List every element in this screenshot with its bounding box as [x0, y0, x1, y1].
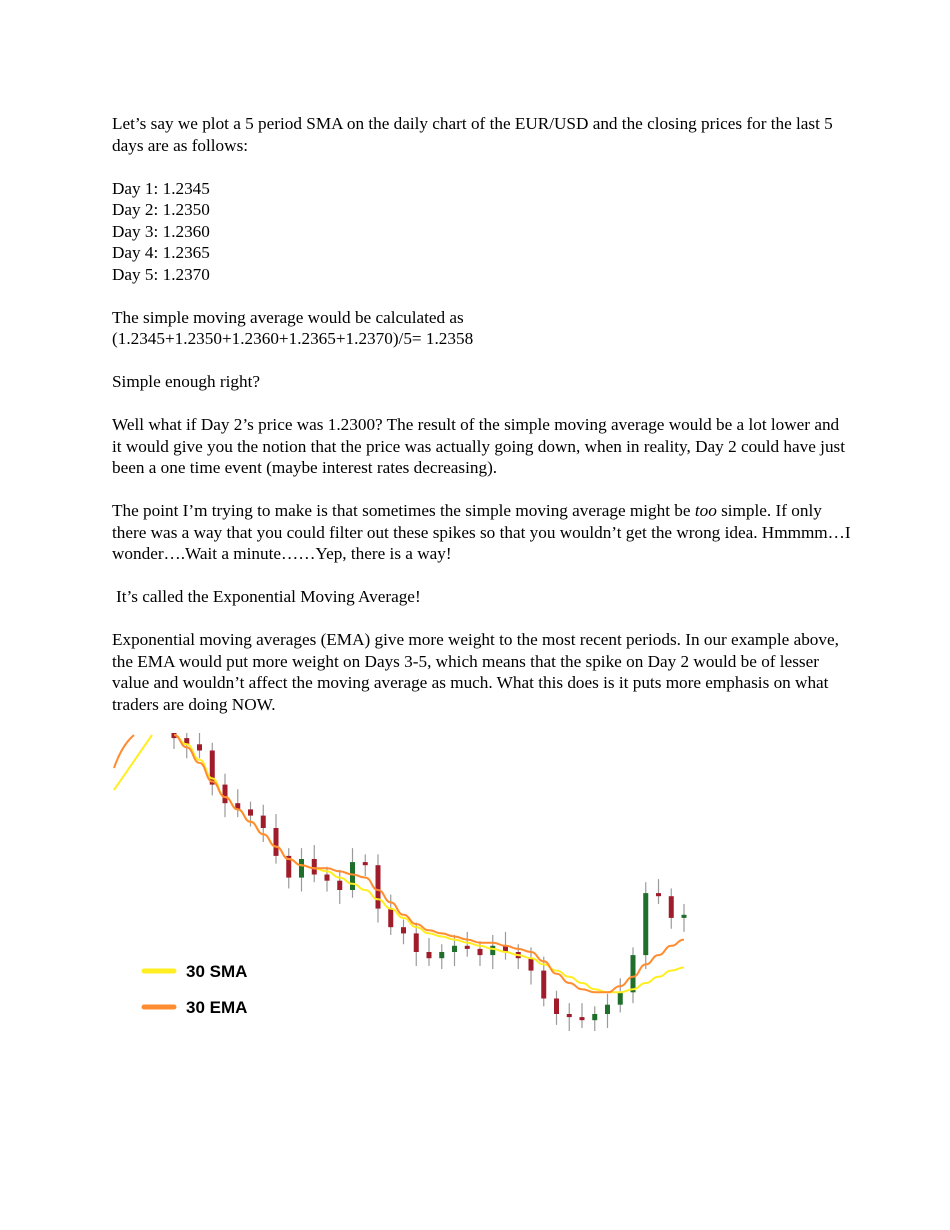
- day-4-price: Day 4: 1.2365: [112, 243, 210, 262]
- point-text-start: The point I’m trying to make is that sometimes the simple moving average might be: [112, 501, 695, 520]
- candle-body: [529, 958, 534, 970]
- candle-body: [490, 946, 495, 955]
- sma-fragment-left: [114, 735, 152, 790]
- candle-body: [388, 909, 393, 928]
- calculation-paragraph: [112, 307, 852, 350]
- candle-body: [541, 971, 546, 999]
- candle-body: [401, 927, 406, 933]
- candle-body: [427, 952, 432, 958]
- candle-body: [478, 949, 483, 955]
- candle-body: [618, 992, 623, 1004]
- legend-ema-label: 30 EMA: [186, 998, 248, 1017]
- calculation-formula: (1.2345+1.2350+1.2360+1.2365+1.2370)/5= 1.2358: [112, 329, 474, 348]
- ema-explanation-paragraph: Exponential moving averages (EMA) give more weight to the most recent periods. In our example above, the EMA would put more weight on Days 3-5, which means that the spike on Day 2 would be of lesser value and wouldn’t affect the moving average as much. What this does is it puts more emphasis on what traders are doing NOW.: [112, 630, 839, 714]
- moving-average-chart: [112, 733, 692, 1053]
- day-3-price: Day 3: 1.2360: [112, 221, 210, 241]
- chart-svg: [112, 733, 692, 1053]
- candle-body: [414, 933, 419, 952]
- candle-body: [452, 946, 457, 952]
- candle-body: [656, 893, 661, 896]
- candle-body: [567, 1014, 572, 1017]
- article-text: [112, 113, 852, 737]
- day-5-price: Day 5: 1.2370: [112, 264, 210, 284]
- candle-body: [261, 816, 266, 828]
- candle-body: [197, 744, 202, 750]
- ema-fragment-left: [114, 735, 134, 768]
- ema-intro-line: It’s called the Exponential Moving Average!: [116, 587, 421, 606]
- candle-body: [439, 952, 444, 958]
- point-emphasis: too: [694, 501, 717, 520]
- candle-body: [337, 881, 342, 890]
- legend-sma-label: 30 SMA: [186, 962, 248, 981]
- spike-paragraph: Well what if Day 2’s price was 1.2300? The result of the simple moving average would be a lot lower and it would give you the notion that the price was actually going down, when in reality, Day 2 could have just been a one time event (maybe interest rates decreasing).: [112, 415, 846, 477]
- candle-body: [631, 955, 636, 992]
- candle-body: [592, 1014, 597, 1020]
- candle-body: [274, 828, 279, 856]
- intro-paragraph: Let’s say we plot a 5 period SMA on the daily chart of the EUR/USD and the closing prices for the last 5 days are as follows:: [112, 114, 833, 155]
- candle-body: [682, 915, 687, 918]
- candle-body: [465, 946, 470, 949]
- candle-body: [554, 999, 559, 1015]
- candle-body: [299, 859, 304, 878]
- closing-prices-list: [112, 178, 852, 286]
- day-2-price: Day 2: 1.2350: [112, 200, 210, 219]
- calculation-line-1: The simple moving average would be calculated as: [112, 307, 464, 327]
- candle-body: [580, 1017, 585, 1020]
- simple-enough-line: Simple enough right?: [112, 372, 260, 391]
- candle-body: [643, 893, 648, 955]
- candle-body: [605, 1005, 610, 1014]
- candlesticks: [172, 733, 687, 1031]
- candle-body: [325, 875, 330, 881]
- candle-body: [350, 862, 355, 890]
- candle-body: [669, 896, 674, 918]
- candle-body: [248, 809, 253, 815]
- point-paragraph: [112, 500, 852, 565]
- candle-body: [312, 859, 317, 875]
- day-1-price: Day 1: 1.2345: [112, 178, 210, 198]
- point-text-end: simple. If only there was a way that you could filter out these spikes so that you wouldn’t get the wrong idea. Hmmmm…I wonder….Wait a minute……Yep, there is a way!: [112, 501, 851, 563]
- candle-body: [376, 865, 381, 908]
- candle-body: [363, 862, 368, 865]
- candle-body: [223, 785, 228, 804]
